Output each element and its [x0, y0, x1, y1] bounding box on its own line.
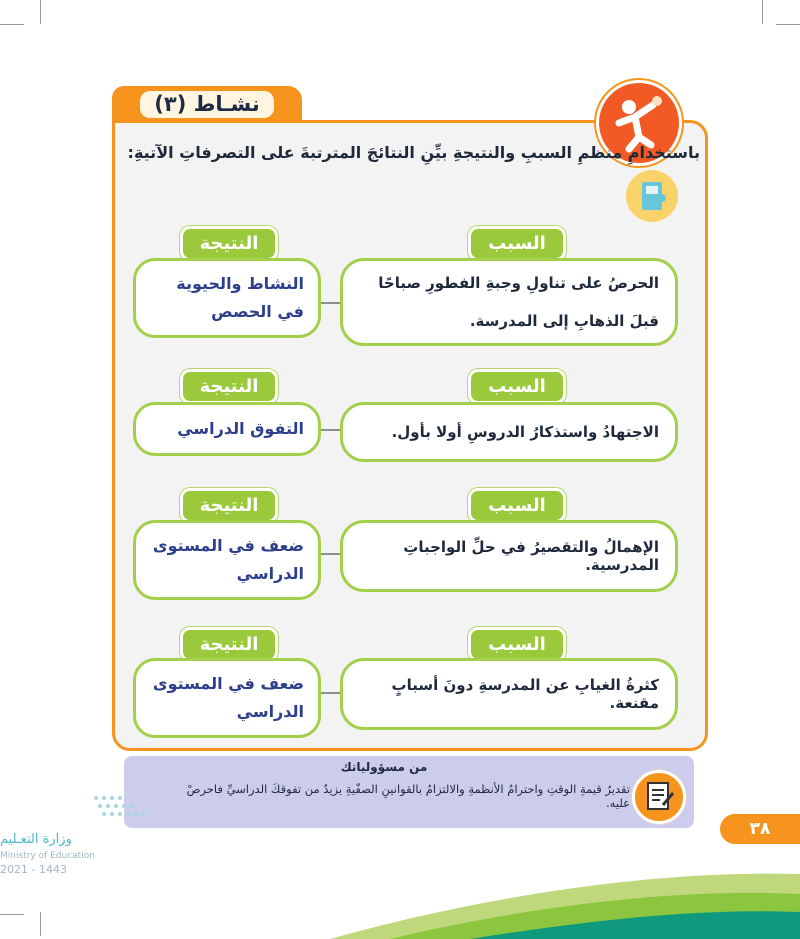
effect-header: النتيجة: [180, 369, 278, 404]
responsibility-text: تقديرُ قيمةِ الوقتِ واحترامُ الأنظمةِ والالتزامُ بالقوانينِ الصفّيةِ يزيدُ من تفوقكَ الدراسيِّ فاحرصْ عليه.: [186, 782, 630, 810]
notepad-icon: [632, 770, 686, 824]
effect-text: النشاط والحيوية في الحصص: [176, 274, 304, 321]
effect-header: النتيجة: [180, 627, 278, 662]
cause-box: [340, 402, 678, 462]
effect-box: [133, 258, 321, 338]
effect-text: ضعف في المستوى الدراسي: [152, 536, 304, 583]
effect-box: [133, 520, 321, 600]
cause-text: الاجتهادُ واستذكارُ الدروسِ أولا بأول.: [391, 423, 659, 441]
cause-box: [340, 258, 678, 346]
cause-box: [340, 658, 678, 730]
cause-header: السبب: [468, 369, 566, 404]
ministry-logo-dots: [86, 790, 182, 824]
page-number: ٣٨: [720, 814, 800, 844]
cause-text: كثرةُ الغيابِ عن المدرسةِ دونَ أسبابٍ مقنعة.: [391, 676, 659, 712]
cause-text: الحرصُ على تناولِ وجبةِ الفطورِ صباحًا قبلَ الذهابِ إلى المدرسة.: [378, 274, 659, 330]
cause-header: السبب: [468, 627, 566, 662]
effect-box: [133, 658, 321, 738]
effect-text: التفوق الدراسي: [177, 419, 304, 438]
crop-mark: [40, 0, 41, 24]
decorative-wave: [0, 860, 800, 939]
ministry-year: 2021 - 1443: [0, 863, 67, 876]
crop-mark: [762, 0, 763, 24]
effect-text: ضعف في المستوى الدراسي: [152, 674, 304, 721]
effect-box: [133, 402, 321, 456]
effect-header: النتيجة: [180, 226, 278, 261]
activity-instruction: باستخدامِ منظمِ السببِ والنتيجةِ بيِّنِ النتائجَ المترتبةَ على التصرفاتِ الآتيةِ:: [127, 143, 700, 162]
cause-header: السبب: [468, 488, 566, 523]
effect-header: النتيجة: [180, 488, 278, 523]
cause-text: الإهمالُ والتقصيرُ في حلِّ الواجباتِ المدرسية.: [403, 538, 659, 574]
puzzle-icon: [626, 170, 678, 222]
activity-tab: [112, 86, 302, 122]
activity-title: نشـاط (٣): [140, 91, 273, 118]
responsibility-title: من مسؤولياتك: [340, 760, 428, 774]
ministry-name-ar: وزارة التعـليم: [0, 832, 72, 847]
cause-box: [340, 520, 678, 592]
ministry-name-en: Ministry of Education: [0, 851, 95, 861]
crop-mark: [0, 24, 24, 25]
crop-mark: [776, 24, 800, 25]
cause-header: السبب: [468, 226, 566, 261]
